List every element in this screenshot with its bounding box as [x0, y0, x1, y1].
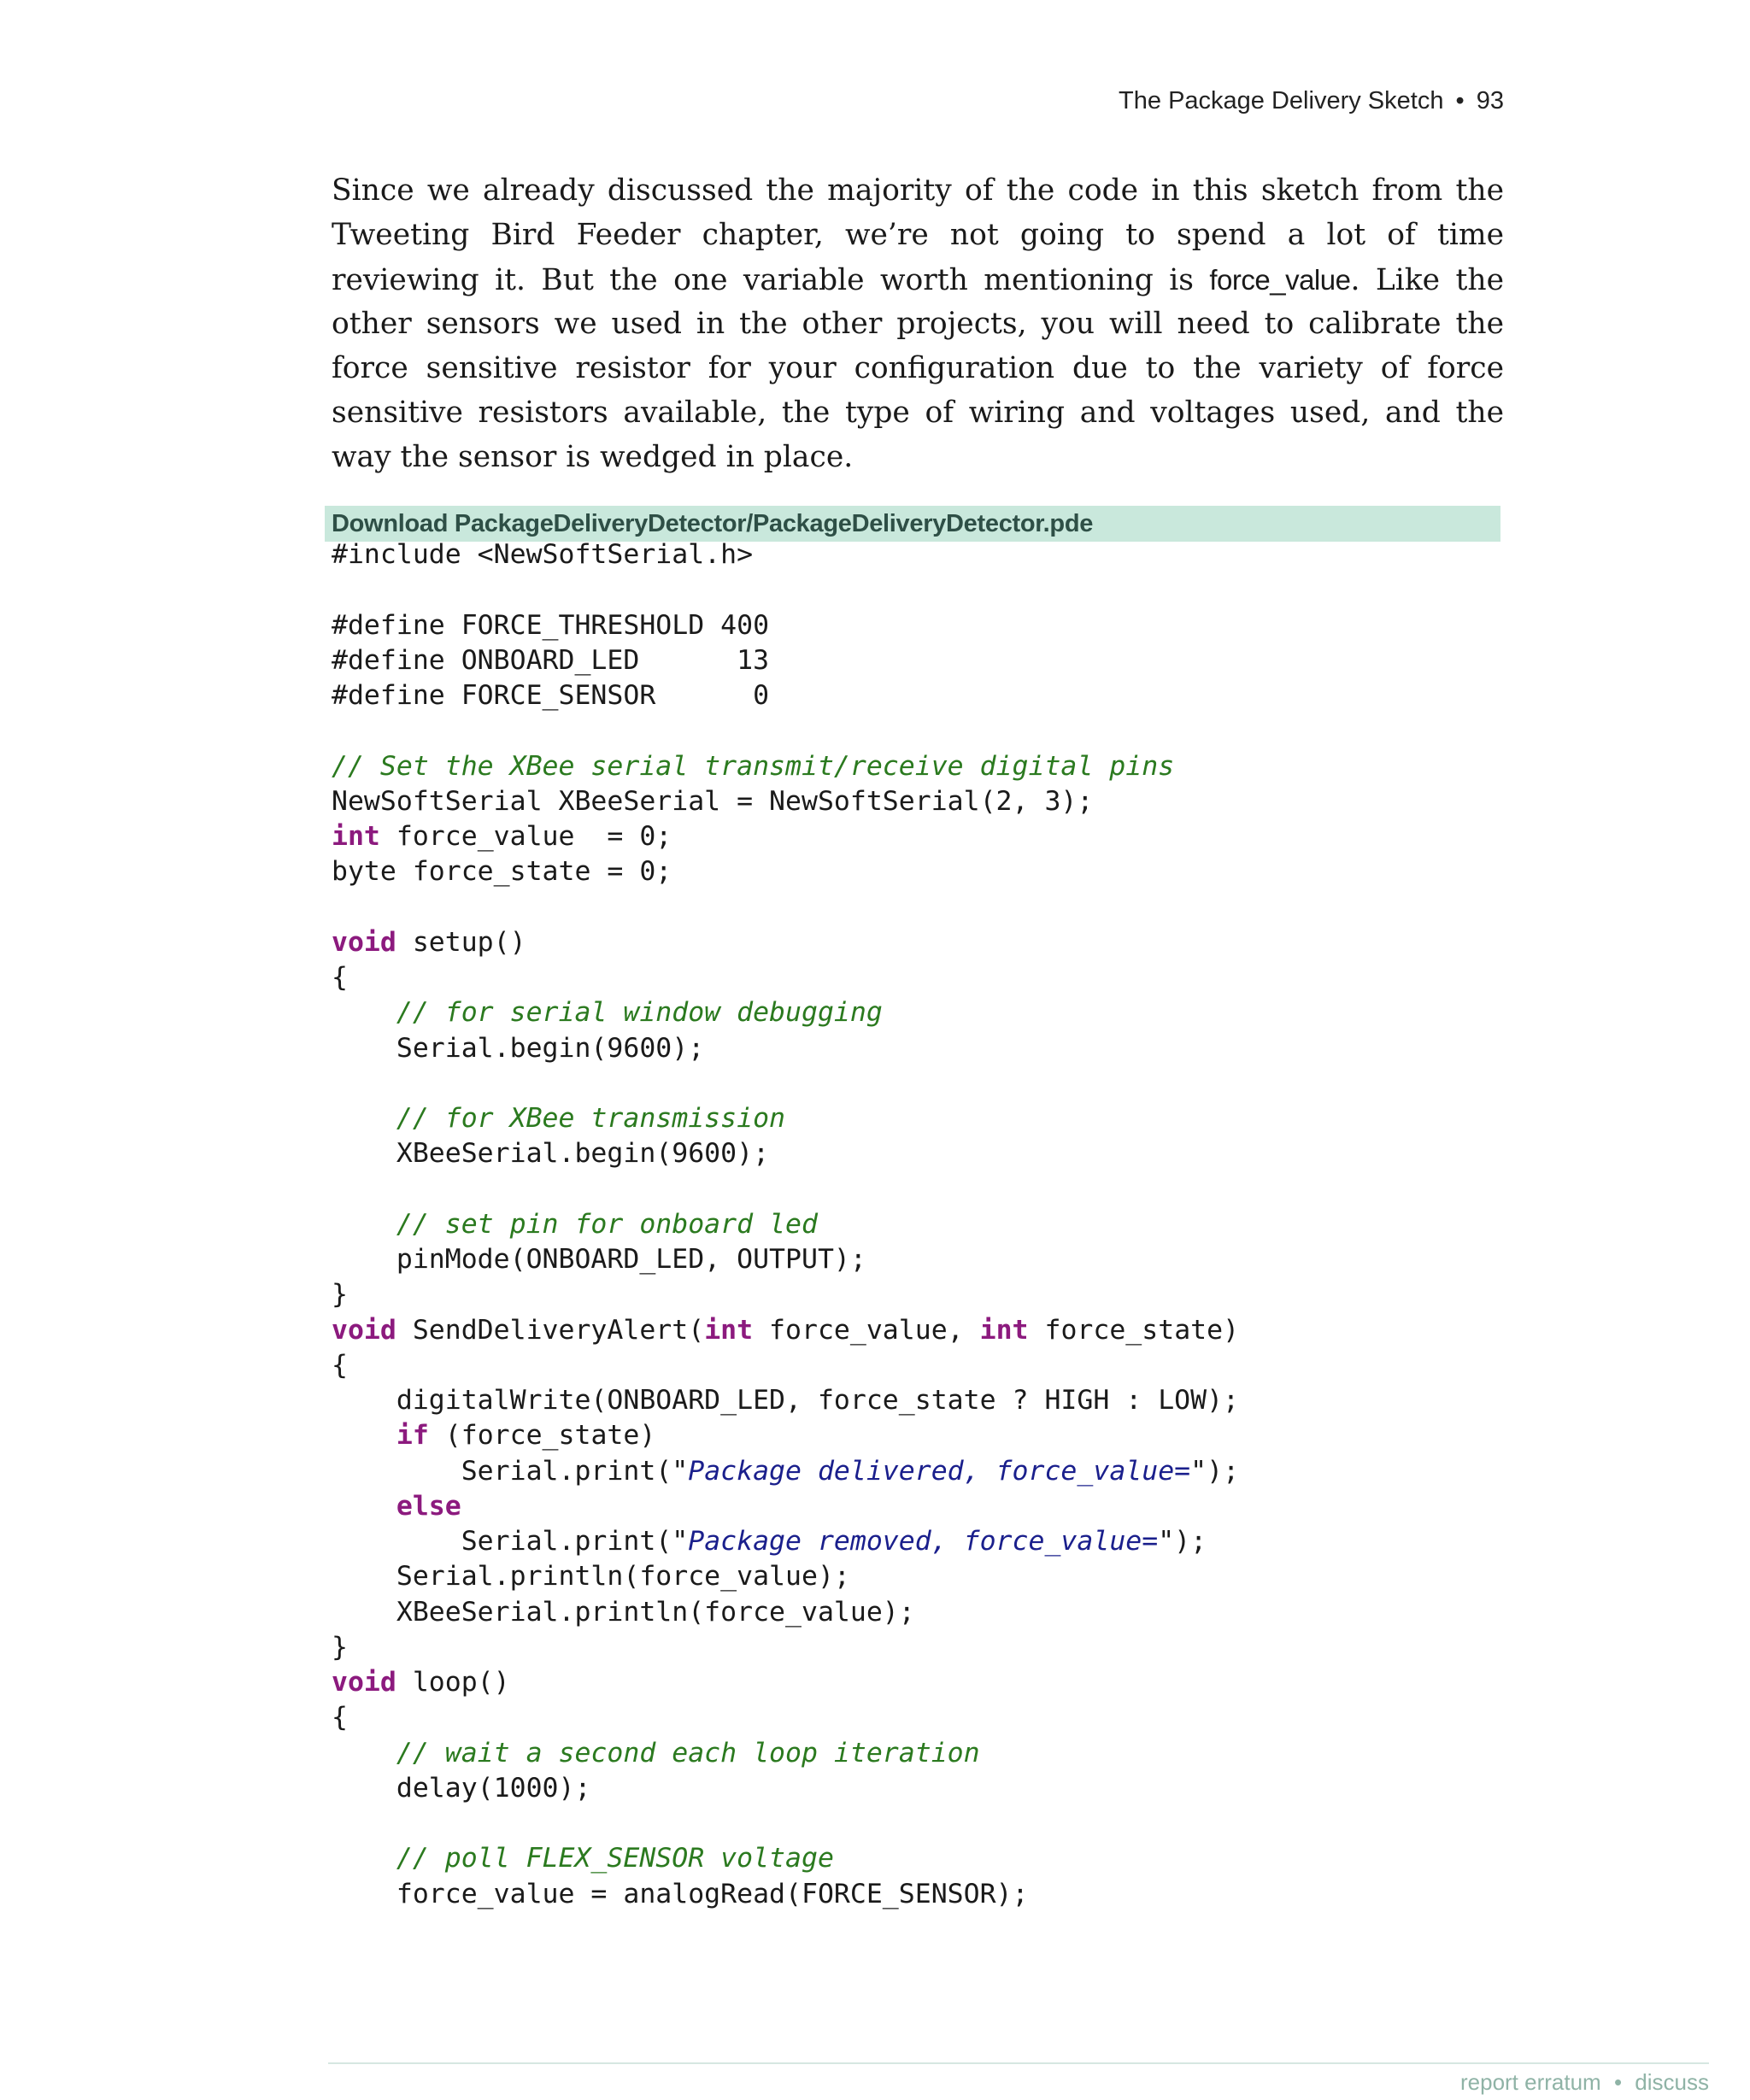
code-text: digitalWrite(ONBOARD_LED, force_state ? HIGH : LOW);: [332, 1385, 1240, 1416]
code-line: [332, 1383, 1239, 1418]
code-text: }: [332, 1279, 348, 1311]
code-text: byte force_state = 0;: [332, 856, 672, 888]
code-keyword: int: [704, 1314, 754, 1346]
code-line: [332, 1242, 1239, 1277]
code-line: [332, 890, 1239, 925]
code-line: [332, 1736, 1239, 1771]
code-line: [332, 678, 1239, 713]
code-line: [332, 784, 1239, 819]
code-text: #include <NewSoftSerial.h>: [332, 539, 754, 570]
code-line: [332, 1841, 1239, 1876]
download-file-link[interactable]: PackageDeliveryDetector/PackageDeliveryDetector.pde: [454, 509, 1094, 537]
code-comment: // poll FLEX_SENSOR voltage: [396, 1843, 834, 1874]
code-text: force_state): [1028, 1314, 1240, 1346]
code-line: [332, 854, 1239, 889]
running-head-bullet: •: [1455, 87, 1465, 114]
code-text: [332, 997, 396, 1028]
code-line: [332, 1418, 1239, 1453]
code-text: [332, 1103, 396, 1134]
code-text: (force_state): [428, 1420, 656, 1452]
code-line: [332, 1277, 1239, 1312]
code-line: [332, 1700, 1239, 1735]
download-label: Download: [332, 509, 449, 537]
code-comment: // wait a second each loop iteration: [396, 1737, 980, 1769]
code-keyword: void: [332, 1314, 396, 1346]
code-text: Serial.print(": [332, 1526, 689, 1557]
code-line: [332, 960, 1239, 995]
code-line: [332, 1101, 1239, 1136]
code-line: [332, 1136, 1239, 1171]
paragraph-text-after: . Like the other sensors we used in the other projects, you will need to calibrate the force sensitive resistor for your configuration due to the variety of force sensitive resistors available, the type of wiring and voltages used, and the way the sensor is wedged in place.: [332, 262, 1504, 474]
code-comment: // set pin for onboard led: [396, 1208, 818, 1240]
code-text: XBeeSerial.println(force_value);: [332, 1596, 915, 1628]
code-line: [332, 1877, 1239, 1912]
code-text: XBeeSerial.begin(9600);: [332, 1138, 770, 1170]
code-text: }: [332, 1631, 348, 1663]
code-comment: // Set the XBee serial transmit/receive digital pins: [332, 750, 1175, 782]
code-line: [332, 1454, 1239, 1489]
code-text: [332, 1491, 396, 1522]
code-line: [332, 608, 1239, 643]
code-text: [332, 1420, 396, 1451]
code-text: force_value = analogRead(FORCE_SENSOR);: [332, 1878, 1029, 1909]
code-line: [332, 572, 1239, 607]
code-comment: // for serial window debugging: [396, 997, 883, 1029]
code-text: ");: [1158, 1526, 1207, 1557]
code-download-bar: [325, 506, 1500, 542]
code-text: Serial.println(force_value);: [332, 1561, 850, 1593]
code-text: loop(): [396, 1667, 510, 1698]
code-text: SendDeliveryAlert(: [396, 1314, 705, 1346]
report-erratum-link[interactable]: report erratum: [1459, 2069, 1601, 2095]
code-string: Package removed, force_value=: [688, 1526, 1159, 1557]
code-line: [332, 1524, 1239, 1559]
code-listing: [332, 537, 1239, 1912]
code-text: Serial.begin(9600);: [332, 1032, 705, 1064]
footer-divider: [328, 2062, 1709, 2064]
code-line: [332, 1630, 1239, 1665]
code-text: [332, 1843, 396, 1874]
code-line: [332, 1559, 1239, 1594]
code-line: [332, 1313, 1239, 1348]
code-line: [332, 1665, 1239, 1700]
code-keyword: if: [396, 1420, 429, 1452]
code-line: [332, 1806, 1239, 1841]
code-text: #define ONBOARD_LED 13: [332, 644, 770, 676]
code-text: {: [332, 962, 348, 993]
code-text: delay(1000);: [332, 1772, 591, 1804]
code-line: [332, 925, 1239, 960]
body-paragraph: [332, 169, 1504, 480]
discuss-link[interactable]: discuss: [1635, 2069, 1709, 2095]
code-line: [332, 1489, 1239, 1524]
code-line: [332, 819, 1239, 854]
footer-links: [1367, 2069, 1709, 2096]
code-text: {: [332, 1349, 348, 1381]
code-text: [332, 1209, 396, 1240]
code-line: [332, 643, 1239, 678]
page-number: 93: [1476, 87, 1504, 114]
code-text: force_value,: [753, 1314, 980, 1346]
code-line: [332, 749, 1239, 784]
code-text: #define FORCE_THRESHOLD 400: [332, 609, 770, 641]
code-line: [332, 995, 1239, 1030]
code-line: [332, 1348, 1239, 1383]
code-line: [332, 537, 1239, 572]
footer-separator: •: [1613, 2069, 1623, 2095]
code-text: Serial.print(": [332, 1455, 689, 1487]
code-line: [332, 1066, 1239, 1101]
code-text: ");: [1190, 1455, 1240, 1487]
code-keyword: void: [332, 926, 396, 958]
code-line: [332, 1031, 1239, 1066]
code-line: [332, 1207, 1239, 1242]
code-text: {: [332, 1702, 348, 1733]
code-text: [332, 1738, 396, 1769]
code-line: [332, 1172, 1239, 1207]
code-line: [332, 1595, 1239, 1630]
code-text: NewSoftSerial XBeeSerial = NewSoftSerial(2, 3);: [332, 785, 1094, 817]
code-line: [332, 1771, 1239, 1806]
code-string: Package delivered, force_value=: [688, 1455, 1191, 1487]
code-keyword: int: [332, 821, 380, 852]
running-head: [1025, 87, 1504, 115]
code-keyword: void: [332, 1667, 396, 1698]
paragraph-text-before: Since we already discussed the majority of the code in this sketch from the Tweeting Bird Feeder chapter, we’re not going to spend a lot of time reviewing it. But the one variable worth mentioning is: [332, 173, 1504, 297]
inline-code-force-value: force_value: [1209, 263, 1351, 296]
code-text: force_value = 0;: [379, 821, 672, 852]
code-text: pinMode(ONBOARD_LED, OUTPUT);: [332, 1244, 866, 1275]
chapter-section-title: The Package Delivery Sketch: [1119, 87, 1444, 114]
code-text: setup(): [396, 926, 526, 958]
code-line: [332, 713, 1239, 748]
code-keyword: int: [979, 1314, 1029, 1346]
code-comment: // for XBee transmission: [396, 1103, 786, 1134]
code-text: #define FORCE_SENSOR 0: [332, 680, 770, 711]
code-keyword: else: [396, 1490, 461, 1522]
